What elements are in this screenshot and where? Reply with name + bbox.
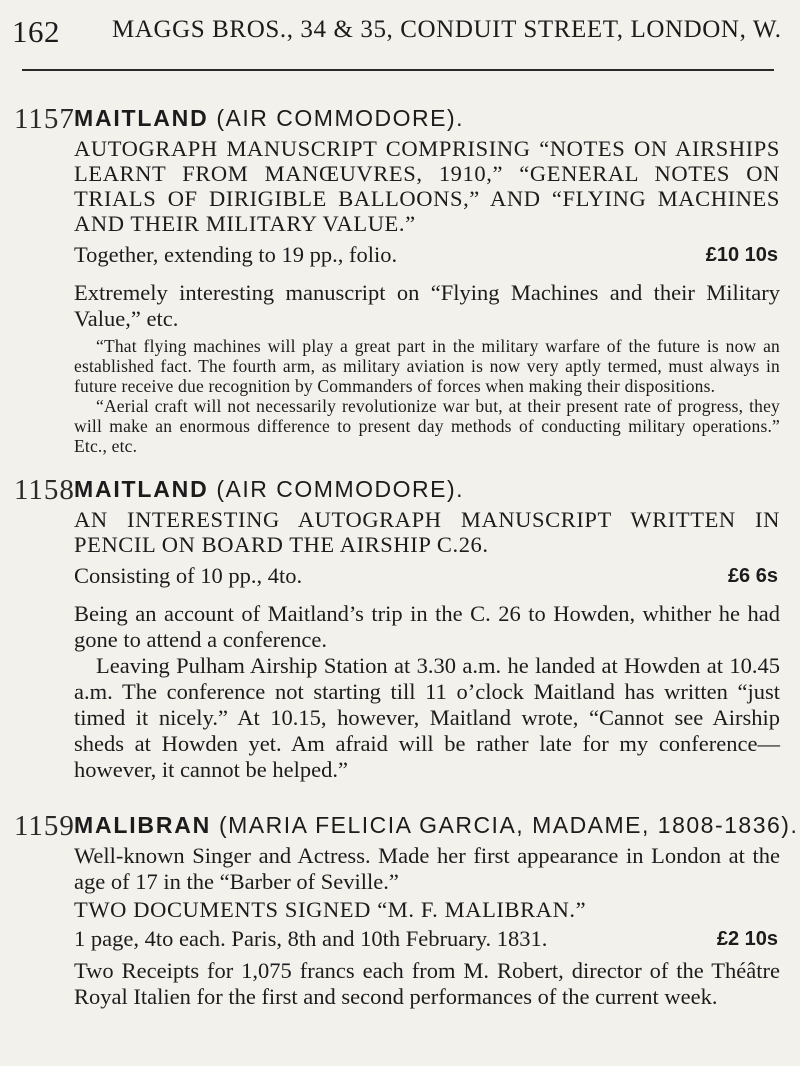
lot-extent-line xyxy=(74,242,780,268)
lot-price: £6 6s xyxy=(727,565,778,587)
lot-name: MALIBRAN xyxy=(74,812,212,838)
page-number: 162 xyxy=(12,14,60,49)
lot-heading xyxy=(74,105,464,132)
lot-description: Extremely interesting manuscript on “Flying Machines and their Military Value,” etc. xyxy=(74,280,780,331)
header-rule xyxy=(22,69,774,71)
lot-price: £2 10s xyxy=(716,928,778,950)
lot-number: 1159 xyxy=(14,810,75,842)
lot-paragraph: Being an account of Maitland’s trip in the C. 26 to Howden, whither he had gone to attend a conference. xyxy=(74,601,780,652)
lot-price: £10 10s xyxy=(705,244,778,266)
lot-quote: “That flying machines will play a great part in the military warfare of the future is now an established fact. The fourth arm, as military aviation is now very aptly termed, must always in future receive due recognition by Commanders of forces when making their dispositions. xyxy=(74,336,780,396)
lot-name: MAITLAND xyxy=(74,476,209,502)
lot-heading xyxy=(74,812,798,839)
lot-body xyxy=(74,136,780,456)
lot-title: AUTOGRAPH MANUSCRIPT COMPRISING “NOTES ON AIRSHIPS LEARNT FROM MANŒUVRES, 1910,” “GENERAL NOTES ON TRIALS OF DIRIGIBLE BALLOONS,” AND “FLYING MACHINES AND THEIR MILITARY VALUE.” xyxy=(74,136,780,236)
lot-description: Two Receipts for 1,075 francs each from M. Robert, director of the Théâtre Royal Italien for the first and second performances of the current week. xyxy=(74,958,780,1009)
lot-number: 1157 xyxy=(14,103,75,135)
lot-body xyxy=(74,843,780,1010)
lot-extent-line xyxy=(74,926,780,952)
lot-extent: 1 page, 4to each. Paris, 8th and 10th February. 1831. xyxy=(74,926,548,951)
lot-name-detail: (AIR COMMODORE). xyxy=(216,476,464,502)
lot-extent: Together, extending to 19 pp., folio. xyxy=(74,242,398,267)
lot-intro: Well-known Singer and Actress. Made her first appearance in London at the age of 17 in the “Barber of Seville.” xyxy=(74,843,780,894)
lot-extent-line xyxy=(74,563,780,589)
lot-quote: “Aerial craft will not necessarily revolutionize war but, at their present rate of progress, they will make an enormous difference to present day methods of conducting military operations.” Etc., etc. xyxy=(74,396,780,456)
lot-title: AN INTERESTING AUTOGRAPH MANUSCRIPT WRITTEN IN PENCIL ON BOARD THE AIRSHIP C.26. xyxy=(74,507,780,557)
page-header xyxy=(0,14,800,54)
lot-heading xyxy=(74,476,464,503)
lot-title: TWO DOCUMENTS SIGNED “M. F. MALIBRAN.” xyxy=(74,897,587,922)
lot-name: MAITLAND xyxy=(74,105,209,131)
lot-name-detail: (MARIA FELICIA GARCIA, MADAME, 1808-1836). xyxy=(218,812,799,838)
lot-number: 1158 xyxy=(14,474,75,506)
running-head: MAGGS BROS., 34 & 35, CONDUIT STREET, LONDON, W. xyxy=(112,16,782,43)
lot-paragraph: Leaving Pulham Airship Station at 3.30 a.m. he landed at Howden at 10.45 a.m. The conference not starting till 11 o’clock Maitland has written “just timed it nicely.” At 10.15, however, Maitland wrote, “Cannot see Airship sheds at Howden yet. Am afraid will be rather late for my conference—however, it cannot be helped.” xyxy=(74,653,780,782)
lot-body xyxy=(74,507,780,783)
lot-name-detail: (AIR COMMODORE). xyxy=(216,105,464,131)
lot-extent: Consisting of 10 pp., 4to. xyxy=(74,563,303,588)
